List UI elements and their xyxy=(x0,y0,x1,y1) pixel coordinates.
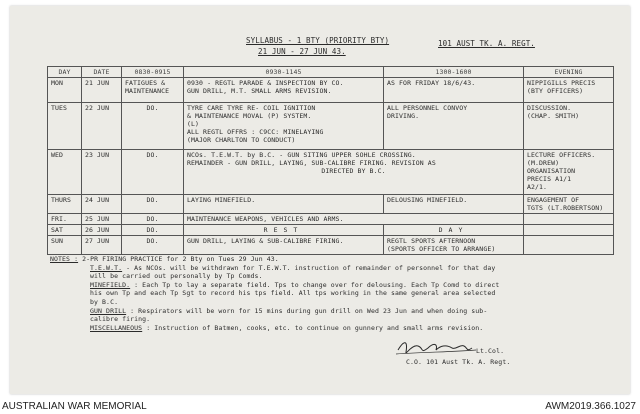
evening-cell xyxy=(524,214,614,225)
cell-line: ALL PERSONNEL CONVOY xyxy=(387,104,468,112)
signature-rank: Lt.Col. xyxy=(476,347,505,355)
afternoon-cell xyxy=(384,195,524,214)
afternoon-cell xyxy=(384,103,524,150)
signature-title: C.O. 101 Aust Tk. A. Regt. xyxy=(406,358,511,366)
cell-line: 0930 - REGTL PARADE & INSPECTION BY CO. xyxy=(187,79,344,87)
note-label: MISCELLANEOUS xyxy=(90,323,143,332)
cell-line: DELOUSING MINEFIELD. xyxy=(387,196,468,204)
cell-line: (MAJOR CHARLTON TO CONDUCT) xyxy=(187,136,296,144)
note-text: his own Tp and each Tp Sgt to record his tps field. All tps working in the same general area selected xyxy=(90,289,496,298)
cell-line: TYRE CARE TYRE RE- COIL IGNITION xyxy=(187,104,316,112)
date-cell: 24 JUN xyxy=(82,195,122,214)
unit-name: 101 AUST TK. A. REGT. xyxy=(438,39,535,48)
early-cell xyxy=(122,214,184,225)
cell-line: DRIVING. xyxy=(387,112,420,120)
cell-line: DO. xyxy=(146,237,159,245)
date-cell: 21 JUN xyxy=(82,78,122,103)
early-cell xyxy=(122,103,184,150)
cell-line: & MAINTENANCE MOVAL (P) SYSTEM. xyxy=(187,112,312,120)
syllabus-title: SYLLABUS - 1 BTY (PRIORITY BTY) xyxy=(246,36,390,45)
notes-section xyxy=(50,255,610,332)
note-label: GUN DRILL xyxy=(90,306,127,315)
early-cell xyxy=(122,195,184,214)
early-cell xyxy=(122,78,184,103)
cell-line: ENGAGEMENT OF xyxy=(527,196,580,204)
syllabus-table xyxy=(47,66,614,255)
archive-name: AUSTRALIAN WAR MEMORIAL xyxy=(2,401,147,412)
date-cell: 23 JUN xyxy=(82,150,122,195)
rest-label: REST xyxy=(263,226,304,234)
cell-line: MAINTENANCE xyxy=(125,87,170,95)
early-cell xyxy=(122,150,184,195)
cell-line: DISCUSSION. xyxy=(527,104,572,112)
early-cell xyxy=(122,225,184,236)
notes-line xyxy=(50,264,610,273)
cell-line: (BTY OFFICERS) xyxy=(527,87,584,95)
evening-cell xyxy=(524,195,614,214)
note-text: will be carried out personally by Tp Comds. xyxy=(90,272,263,281)
date-cell: 25 JUN xyxy=(82,214,122,225)
cell-line: TGTS (LT.ROBERTSON) xyxy=(527,204,604,212)
col-header-evening: EVENING xyxy=(524,67,614,78)
cell-line: DIRECTED BY B.C. xyxy=(321,167,386,175)
cell-line: DO. xyxy=(146,196,159,204)
afternoon-cell xyxy=(384,236,524,255)
notes-line xyxy=(50,272,610,281)
cell-line: AS FOR FRIDAY 18/6/43. xyxy=(387,79,476,87)
cell-line: GUN DRILL, LAYING & SUB-CALIBRE FIRING. xyxy=(187,237,344,245)
note-text: - As NCOs. will be withdrawn for T.E.W.T. instruction of remainder of personnel for that day xyxy=(126,263,496,272)
cell-line: PRECIS A1/1 xyxy=(527,175,572,183)
cell-line: DO. xyxy=(146,104,159,112)
morning-cell xyxy=(184,195,384,214)
morning-cell xyxy=(184,236,384,255)
date-cell: 22 JUN xyxy=(82,103,122,150)
cell-line: (L) xyxy=(187,120,200,128)
evening-cell xyxy=(524,103,614,150)
evening-cell xyxy=(524,78,614,103)
col-header-0930: 0930-1145 xyxy=(184,67,384,78)
day-label-cell xyxy=(384,225,524,236)
table-row xyxy=(48,214,614,225)
notes-line xyxy=(50,298,610,307)
table-row xyxy=(48,225,614,236)
cell-line: LAYING MINEFIELD. xyxy=(187,196,256,204)
col-header-date: DATE xyxy=(82,67,122,78)
day-cell: SUN xyxy=(48,236,82,255)
notes-line xyxy=(50,289,610,298)
archive-id: AWM2019.366.1027 xyxy=(545,401,636,412)
cell-line: DO. xyxy=(146,226,159,234)
cell-line: A2/1. xyxy=(527,183,548,191)
cell-line: ORGANISATION xyxy=(527,167,576,175)
note-text: : Respirators will be worn for 15 mins during gun drill on Wed 23 Jun and when doing sub- xyxy=(130,306,488,315)
early-cell xyxy=(122,236,184,255)
cell-line: (CHAP. SMITH) xyxy=(527,112,580,120)
note-text: : Instruction of Batmen, cooks, etc. to continue on gunnery and small arms revision. xyxy=(146,323,484,332)
document-sheet xyxy=(10,6,630,394)
morning-cell xyxy=(184,78,384,103)
cell-line: DO. xyxy=(146,215,159,223)
note-text: : Each Tp to lay a separate field. Tps to change over for delousing. Each Tp Comd to direct xyxy=(134,280,500,289)
col-header-1300: 1300-1600 xyxy=(384,67,524,78)
cell-line: ALL REGTL OFFRS : C9CC: MINELAYING xyxy=(187,128,324,136)
morning-cell xyxy=(184,103,384,150)
day-label: DAY xyxy=(438,226,469,234)
day-cell: THURS xyxy=(48,195,82,214)
syllabus-dates: 21 JUN - 27 JUN 43. xyxy=(258,47,346,56)
table-row xyxy=(48,78,614,103)
date-cell: 26 JUN xyxy=(82,225,122,236)
cell-line: NIPPIGILLS PRECIS xyxy=(527,79,596,87)
table-row xyxy=(48,236,614,255)
notes-line xyxy=(50,307,610,316)
cell-line: GUN DRILL, M.T. SMALL ARMS REVISION. xyxy=(187,87,332,95)
evening-cell xyxy=(524,236,614,255)
cell-line: FATIGUES & xyxy=(125,79,166,87)
cell-line: (SPORTS OFFICER TO ARRANGE) xyxy=(387,245,496,253)
table-row xyxy=(48,103,614,150)
table-row xyxy=(48,195,614,214)
day-cell: TUES xyxy=(48,103,82,150)
day-cell: SAT xyxy=(48,225,82,236)
note-text: by B.C. xyxy=(90,297,119,306)
cell-line: REGTL SPORTS AFTERNOON xyxy=(387,237,476,245)
notes-line xyxy=(50,324,610,333)
notes-label: NOTES : xyxy=(50,255,79,263)
evening-cell xyxy=(524,225,614,236)
notes-line xyxy=(50,255,610,264)
cell-line: MAINTENANCE WEAPONS, VEHICLES AND ARMS. xyxy=(187,215,344,223)
day-cell: FRI. xyxy=(48,214,82,225)
morning-afternoon-cell xyxy=(184,150,524,195)
notes-text: 2-PR FIRING PRACTICE for 2 Bty on Tues 29 Jun 43. xyxy=(82,255,279,263)
day-cell: MON xyxy=(48,78,82,103)
archive-footer xyxy=(0,401,640,414)
note-text: calibre firing. xyxy=(90,315,151,324)
col-header-day: DAY xyxy=(48,67,82,78)
note-label: MINEFIELD. xyxy=(90,280,131,289)
note-label: T.E.W.T. xyxy=(90,263,123,272)
cell-line: DO. xyxy=(146,151,159,159)
table-row xyxy=(48,150,614,195)
cell-line: LECTURE OFFICERS. xyxy=(527,151,596,159)
cell-line: NCOs. T.E.W.T. by B.C. - GUN SITING UPPER SOHLE CROSSING. xyxy=(187,151,416,159)
date-cell: 27 JUN xyxy=(82,236,122,255)
cell-line: (M.DREW) xyxy=(527,159,560,167)
col-header-0830: 0830-0915 xyxy=(122,67,184,78)
afternoon-cell xyxy=(384,78,524,103)
evening-cell xyxy=(524,150,614,195)
notes-line xyxy=(50,281,610,290)
rest-cell xyxy=(184,225,384,236)
notes-line xyxy=(50,315,610,324)
table-header-row xyxy=(48,67,614,78)
morning-cell xyxy=(184,214,524,225)
day-cell: WED xyxy=(48,150,82,195)
cell-line: REMAINDER - GUN DRILL, LAYING, SUB-CALIBRE FIRING. REVISION AS xyxy=(187,159,436,167)
